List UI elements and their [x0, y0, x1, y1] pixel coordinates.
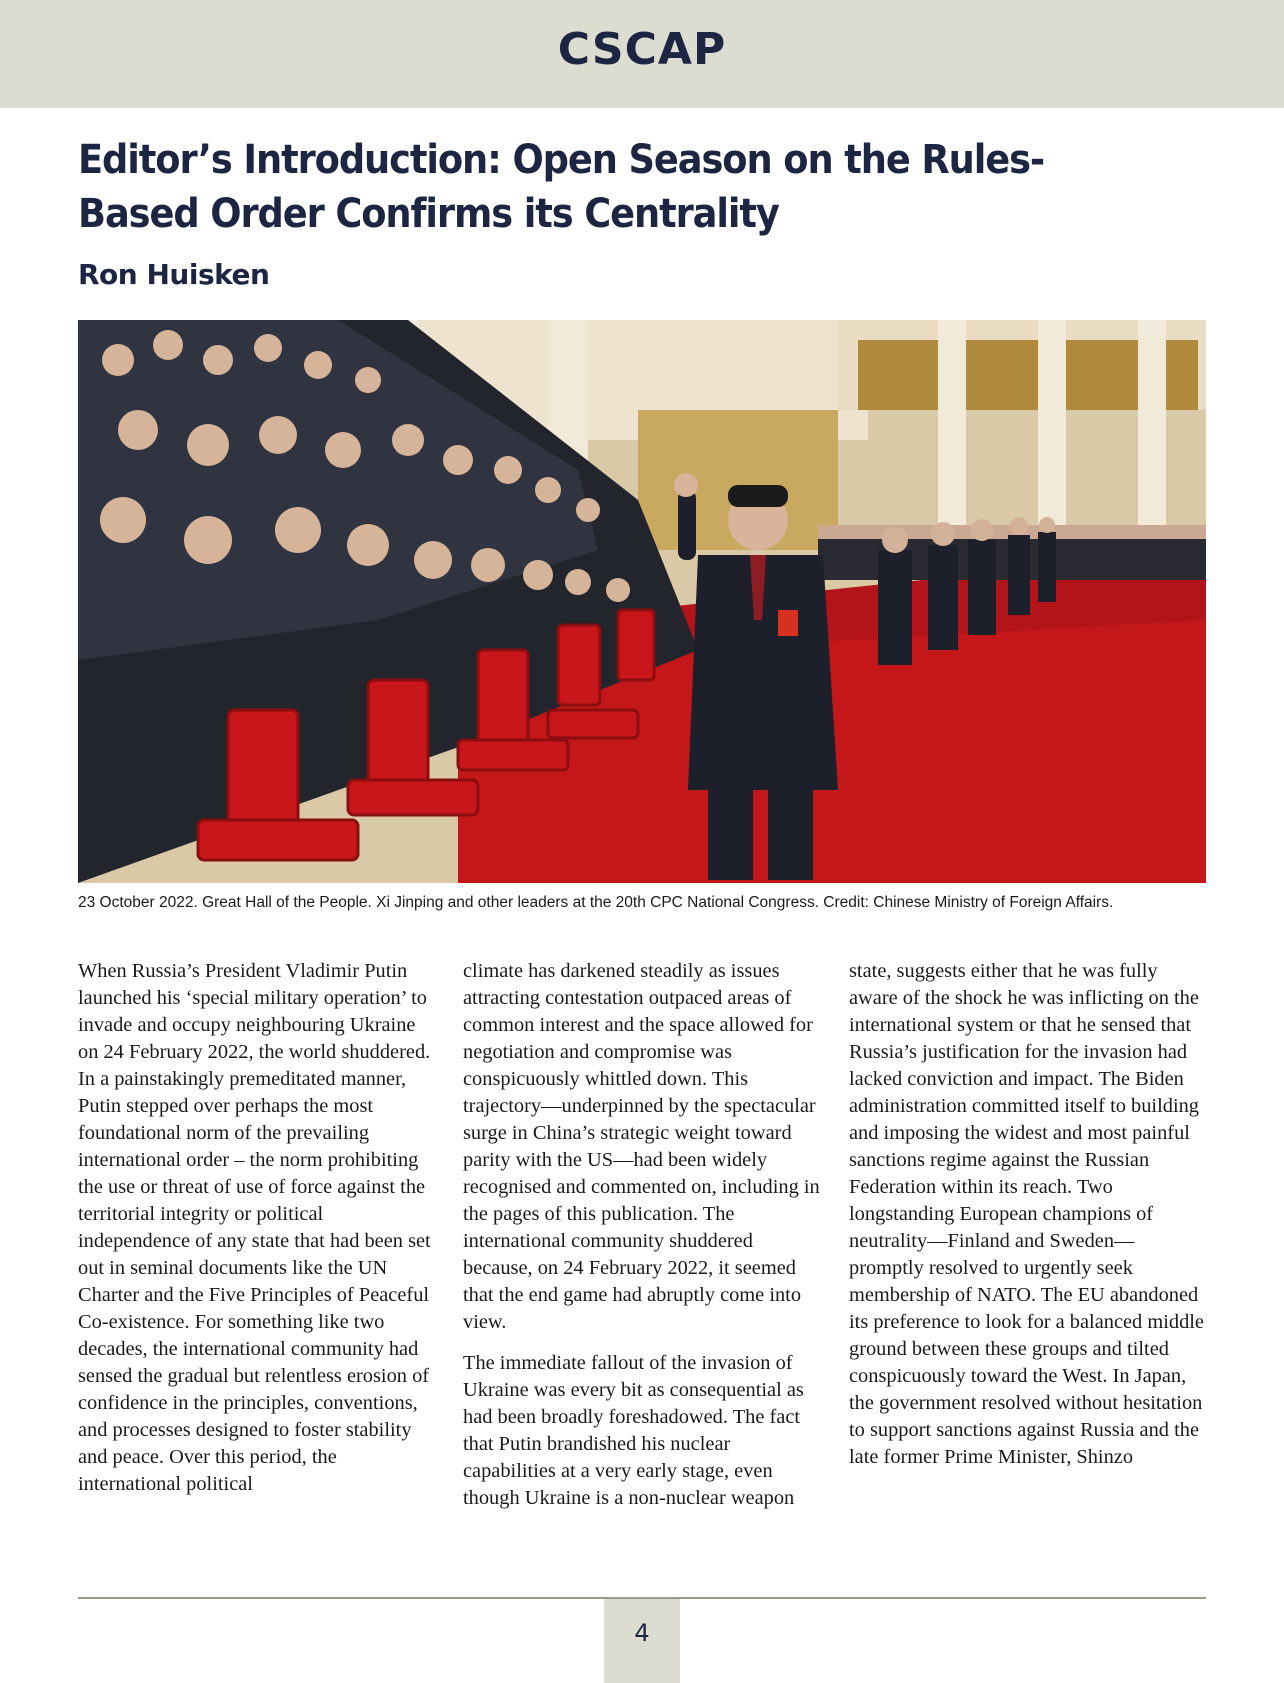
congress-photo — [78, 320, 1206, 883]
congress-photo-illustration — [78, 320, 1206, 883]
body-column-3 — [849, 958, 1209, 1485]
paragraph: When Russia’s President Vladimir Putin launched his ‘special military operation’ to invade and occupy neighbouring Ukraine on 24 February 2022, the world shuddered. In a painstakingly premeditated manner, Putin stepped over perhaps the most foundational norm of the prevailing international order – the norm prohibiting the use or threat of use of force against the territorial integrity or political independence of any state that had been set out in seminal documents like the UN Charter and the Five Principles of Peaceful Co-existence. For something like two decades, the international community had sensed the gradual but relentless erosion of confidence in the principles, conventions, and processes designed to foster stability and peace. Over this period, the international political — [78, 960, 431, 1495]
photo-caption: 23 October 2022. Great Hall of the People. Xi Jinping and other leaders at the 20th CPC National Congress. Credit: Chinese Ministry of Foreign Affairs. — [78, 894, 1114, 911]
paragraph: state, suggests either that he was fully aware of the shock he was inflicting on the international system or that he sensed that Russia’s justification for the invasion had lacked conviction and impact. The Biden administration committed itself to building and imposing the widest and most painful sanctions regime against the Russian Federation within its reach. Two longstanding European champions of neutrality—Finland and Sweden—promptly resolved to urgently seek membership of NATO. The EU abandoned its preference to look for a balanced middle ground between these groups and tilted conspicuously toward the West. In Japan, the government resolved without hesitation to support sanctions against Russia and the late former Prime Minister, Shinzo — [849, 960, 1204, 1468]
body-column-1 — [78, 958, 438, 1512]
page-number: 4 — [634, 1619, 650, 1647]
paragraph: climate has darkened steadily as issues attracting contestation outpaced areas of common interest and the space allowed for negotiation and compromise was conspicuously whittled down. This trajectory—underpinned by the spectacular surge in China’s strategic weight toward parity with the US—had been widely recognised and commented on, including in the pages of this publication. The international community shuddered because, on 24 February 2022, it seemed that the end game had abruptly come into view. — [463, 960, 820, 1333]
paragraph: The immediate fallout of the invasion of Ukraine was every bit as consequential as had been broadly foreshadowed. The fact that Putin brandished his nuclear capabilities at a very early stage, even though Ukraine is a non-nuclear weapon — [463, 1352, 804, 1509]
article-title: Editor’s Introduction: Open Season on the Rules-Based Order Confirms its Centrality — [78, 137, 1045, 237]
article-author: Ron Huisken — [78, 258, 270, 291]
body-column-2 — [463, 958, 823, 1526]
cscap-logo: CSCAP — [557, 24, 727, 75]
